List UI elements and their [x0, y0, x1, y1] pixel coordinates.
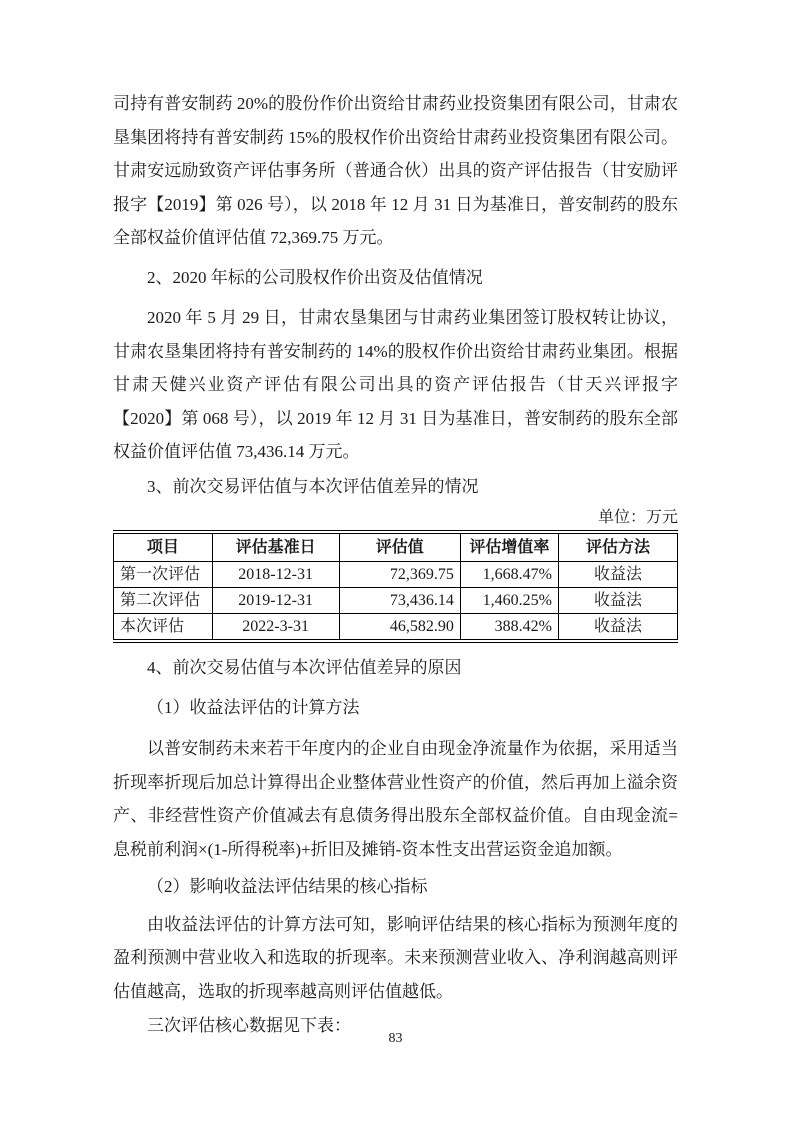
- valuation-comparison-table-wrap: [113, 530, 678, 643]
- paragraph-core-indicators: 由收益法评估的计算方法可知，影响评估结果的核心指标为预测年度的盈利预测中营业收入和选取的折现率。未来预测营业收入、净利润越高则评估值越高，选取的折现率越高则评估值越低。: [113, 914, 678, 1001]
- valuation-comparison-table: [113, 534, 678, 639]
- table-row: [114, 588, 678, 614]
- unit-label: 单位：万元: [597, 509, 678, 526]
- section-heading-2: 2、2020 年标的公司股权作价出资及估值情况: [147, 267, 483, 287]
- table-cell-method: 收益法: [558, 562, 677, 588]
- section-heading-4: 4、前次交易估值与本次评估值差异的原因: [147, 658, 462, 677]
- paragraph-prior-valuation-2018: 司持有普安制药 20%的股份作价出资给甘肃药业投资集团有限公司，甘肃农垦集团将持有普安制药 15%的股权作价出资给甘肃药业投资集团有限公司。甘肃安远励致资产评估事务所（普通合伙）出具的资产评估报告（甘安励评报字【2019】第 026 号），以 2018 年 12 月 31 日为基准日，普安制药的股东全部权益价值评估值 72,369.75 万元。: [113, 94, 678, 247]
- table-row: [114, 614, 678, 640]
- table-cell-date: 2022-3-31: [212, 614, 339, 640]
- paragraph-income-method: 以普安制药未来若干年度内的企业自由现金净流量作为依据，采用适当折现率折现后加总计算得出企业整体营业性资产的价值，然后再加上溢余资产、非经营性资产价值减去有息债务得出股东全部权益价值。自由现金流=息税前利润×(1-所得税率)+折旧及摊销-资本性支出营运资金追加额。: [113, 739, 678, 859]
- subsection-heading-1: （1）收益法评估的计算方法: [147, 697, 360, 717]
- table-row: [114, 562, 678, 588]
- table-header-value: 评估值: [339, 534, 460, 562]
- table-cell-date: 2018-12-31: [212, 562, 339, 588]
- table-cell-value: 73,436.14: [339, 588, 460, 614]
- table-cell-value: 72,369.75: [339, 562, 460, 588]
- table-header-row: [114, 534, 678, 562]
- subsection-heading-2: （2）影响收益法评估结果的核心指标: [147, 877, 428, 896]
- paragraph-closing: 三次评估核心数据见下表：: [147, 1016, 351, 1035]
- table-header-appreciation-rate: 评估增值率: [460, 534, 558, 562]
- table-cell-rate: 1,668.47%: [460, 562, 558, 588]
- table-cell-item: 第二次评估: [114, 588, 213, 614]
- table-cell-rate: 388.42%: [460, 614, 558, 640]
- page-number: 83: [388, 1030, 403, 1046]
- table-cell-item: 本次评估: [114, 614, 213, 640]
- table-cell-item: 第一次评估: [114, 562, 213, 588]
- table-cell-rate: 1,460.25%: [460, 588, 558, 614]
- table-cell-method: 收益法: [558, 588, 677, 614]
- section-heading-3: 3、前次交易评估值与本次评估值差异的情况: [147, 476, 479, 496]
- table-cell-method: 收益法: [558, 614, 677, 640]
- table-header-base-date: 评估基准日: [212, 534, 339, 562]
- table-header-method: 评估方法: [558, 534, 677, 562]
- table-cell-value: 46,582.90: [339, 614, 460, 640]
- paragraph-valuation-2020: 2020 年 5 月 29 日，甘肃农垦集团与甘肃药业集团签订股权转让协议，甘肃农垦集团将持有普安制药的 14%的股权作价出资给甘肃药业集团。根据甘肃天健兴业资产评估有限公司出具的资产评估报告（甘天兴评报字【2020】第 068 号），以 2019 年 12 月 31 日为基准日，普安制药的股东全部权益价值评估值 73,436.14 万元。: [113, 308, 678, 461]
- table-cell-date: 2019-12-31: [212, 588, 339, 614]
- table-header-item: 项目: [114, 534, 213, 562]
